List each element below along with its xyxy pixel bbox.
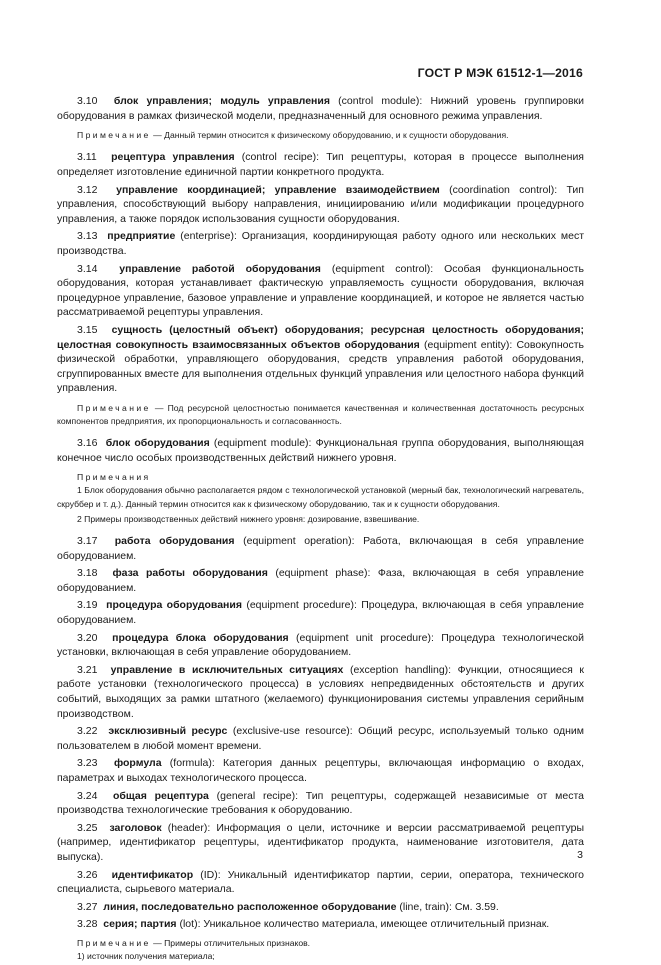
note-item: 1) источник получения материала; — [77, 950, 215, 961]
page-number: 3 — [577, 849, 583, 861]
term: фаза работы оборудования — [112, 567, 268, 580]
note-3-28: Примечание — Примеры отличительных признаков. — [77, 937, 311, 948]
term: управление работой оборудования — [119, 262, 321, 275]
term: предприятие — [107, 230, 176, 243]
entry-3-22: 3.22 эксклюзивный ресурс (exclusive-use resource): Общий ресурс, используемый только одним пользователем в любой момент времени. — [57, 725, 585, 752]
entry-3-28: 3.28 серия; партия (lot): Уникальное количество материала, имеющее отличительный признак. — [77, 918, 550, 931]
note-item: 1 Блок оборудования обычно располагается рядом с технологической установкой (мерный бак, технологический нагреватель, скруббер и т. д.). Данный термин относится как к физическому оборудованию, так и к сущности оборудования. — [57, 485, 584, 509]
term: управление координацией; управление взаимодействием — [116, 183, 440, 196]
entry-3-12: 3.12 управление координацией; управление взаимодействием (coordination control): Тип управления, способствующий выбору направления, инициированию и/или модификации процедурного управления, а также порядок использования сущности оборудования. — [57, 183, 584, 225]
entry-3-13: 3.13 предприятие (enterprise): Организация, координирующая работу одного или нескольких мест производства. — [57, 230, 585, 257]
term: идентификатор — [111, 868, 194, 881]
term: процедура оборудования — [106, 599, 242, 612]
term: линия, последовательно расположенное оборудование — [103, 900, 397, 913]
term: блок оборудования — [105, 437, 210, 450]
term: рецептура управления — [111, 151, 235, 164]
document-body — [57, 94, 584, 965]
entry-3-23: 3.23 формула (formula): Категория данных рецептуры, включающая информацию о входах, параметрах и выходах технологического процесса. — [57, 757, 584, 784]
term: управление в исключительных ситуациях — [110, 663, 344, 676]
term: сущность (целостный объект) оборудования; ресурсная целостность оборудования; целостная совокупность взаимосвязанных объектов оборудования — [57, 323, 584, 351]
entry-3-21: 3.21 управление в исключительных ситуациях (exception handling): Функции, относящиеся к работе установки (технологического процесса) в условиях непредвиденных обстоятельств и других событий, выходящих за рамки штатного (желаемого) функционирования системы управления серийным производством. — [57, 663, 584, 720]
entry-3-10: 3.10 блок управления; модуль управления (control module): Нижний уровень группировки оборудования в рамках физической модели, предназначенный для основного режима управления. — [57, 95, 584, 122]
term: формула — [113, 757, 162, 770]
term: общая рецептура — [113, 789, 209, 802]
entry-3-24: 3.24 общая рецептура (general recipe): Тип рецептуры, содержащей независимые от места производства технологические требования к оборудованию. — [57, 789, 584, 817]
entry-3-20: 3.20 процедура блока оборудования (equipment unit procedure): Процедура технологической установки, включающая в себя управление оборудованием. — [57, 631, 584, 659]
note-3-10: Примечание — Данный термин относится к физическому оборудованию, и к сущности оборудования. — [77, 130, 509, 141]
entry-3-25: 3.25 заголовок (header): Информация о цели, источнике и версии рассматриваемой рецептуры (например, идентификатор рецептуры, идентификатор продукта, наименование изготовителя, дата выпуска). — [57, 821, 584, 863]
entry-3-27: 3.27 линия, последовательно расположенное оборудование (line, train): См. 3.59. — [77, 900, 499, 913]
term: заголовок — [109, 821, 162, 834]
term: эксклюзивный ресурс — [108, 725, 228, 738]
document-header: ГОСТ Р МЭК 61512-1—2016 — [417, 66, 583, 80]
notes-title-3-16: Примечания — [77, 472, 151, 483]
term: процедура блока оборудования — [112, 631, 289, 644]
entry-3-26: 3.26 идентификатор (ID): Уникальный идентификатор партии, серии, оператора, технического специалиста, сырьевого материала. — [57, 868, 585, 896]
entry-3-11: 3.11 рецептура управления (control recipe): Тип рецептуры, которая в процессе выполнения определяет изготовление единичной партии конкретного продукта. — [57, 151, 584, 178]
entry-3-19: 3.19 процедура оборудования (equipment procedure): Процедура, включающая в себя управление оборудованием. — [57, 599, 584, 627]
entry-3-14: 3.14 управление работой оборудования (equipment control): Особая функциональность оборудования, которая устанавливает фактическую управляемость сущности оборудования, включая процедурное управление, базовое управление и управление координацией, и которое не является частью рассматриваемой рецептуры управления. — [57, 262, 584, 319]
term: серия; партия — [103, 918, 177, 931]
entry-3-16: 3.16 блок оборудования (equipment module): Функциональная группа оборудования, выполняющая конечное число особых производственных действий нижнего уровня. — [57, 437, 584, 464]
entry-3-17: 3.17 работа оборудования (equipment operation): Работа, включающая в себя управление оборудованием. — [57, 535, 585, 562]
entry-3-18: 3.18 фаза работы оборудования (equipment phase): Фаза, включающая в себя управление оборудованием. — [57, 567, 584, 594]
term: работа оборудования — [114, 535, 235, 548]
term: блок управления; модуль управления — [113, 95, 330, 107]
note-3-15: Примечание — Под ресурсной целостностью понимается качественная и количественная достаточность ресурсных компонентов предприятия, их пропорциональность и согласованность. — [57, 402, 584, 427]
note-item: 2 Примеры производственных действий нижнего уровня: дозирование, взвешивание. — [77, 513, 420, 524]
entry-3-15: 3.15 сущность (целостный объект) оборудования; ресурсная целостность оборудования; целостная совокупность взаимосвязанных объектов оборудования (equipment entity): Совокупность физической обработки, управляющего оборудования, средств управления работой оборудования, сгруппированных вместе для выполнения отдельных функций управления или целостного набора функций управления. — [57, 323, 585, 395]
